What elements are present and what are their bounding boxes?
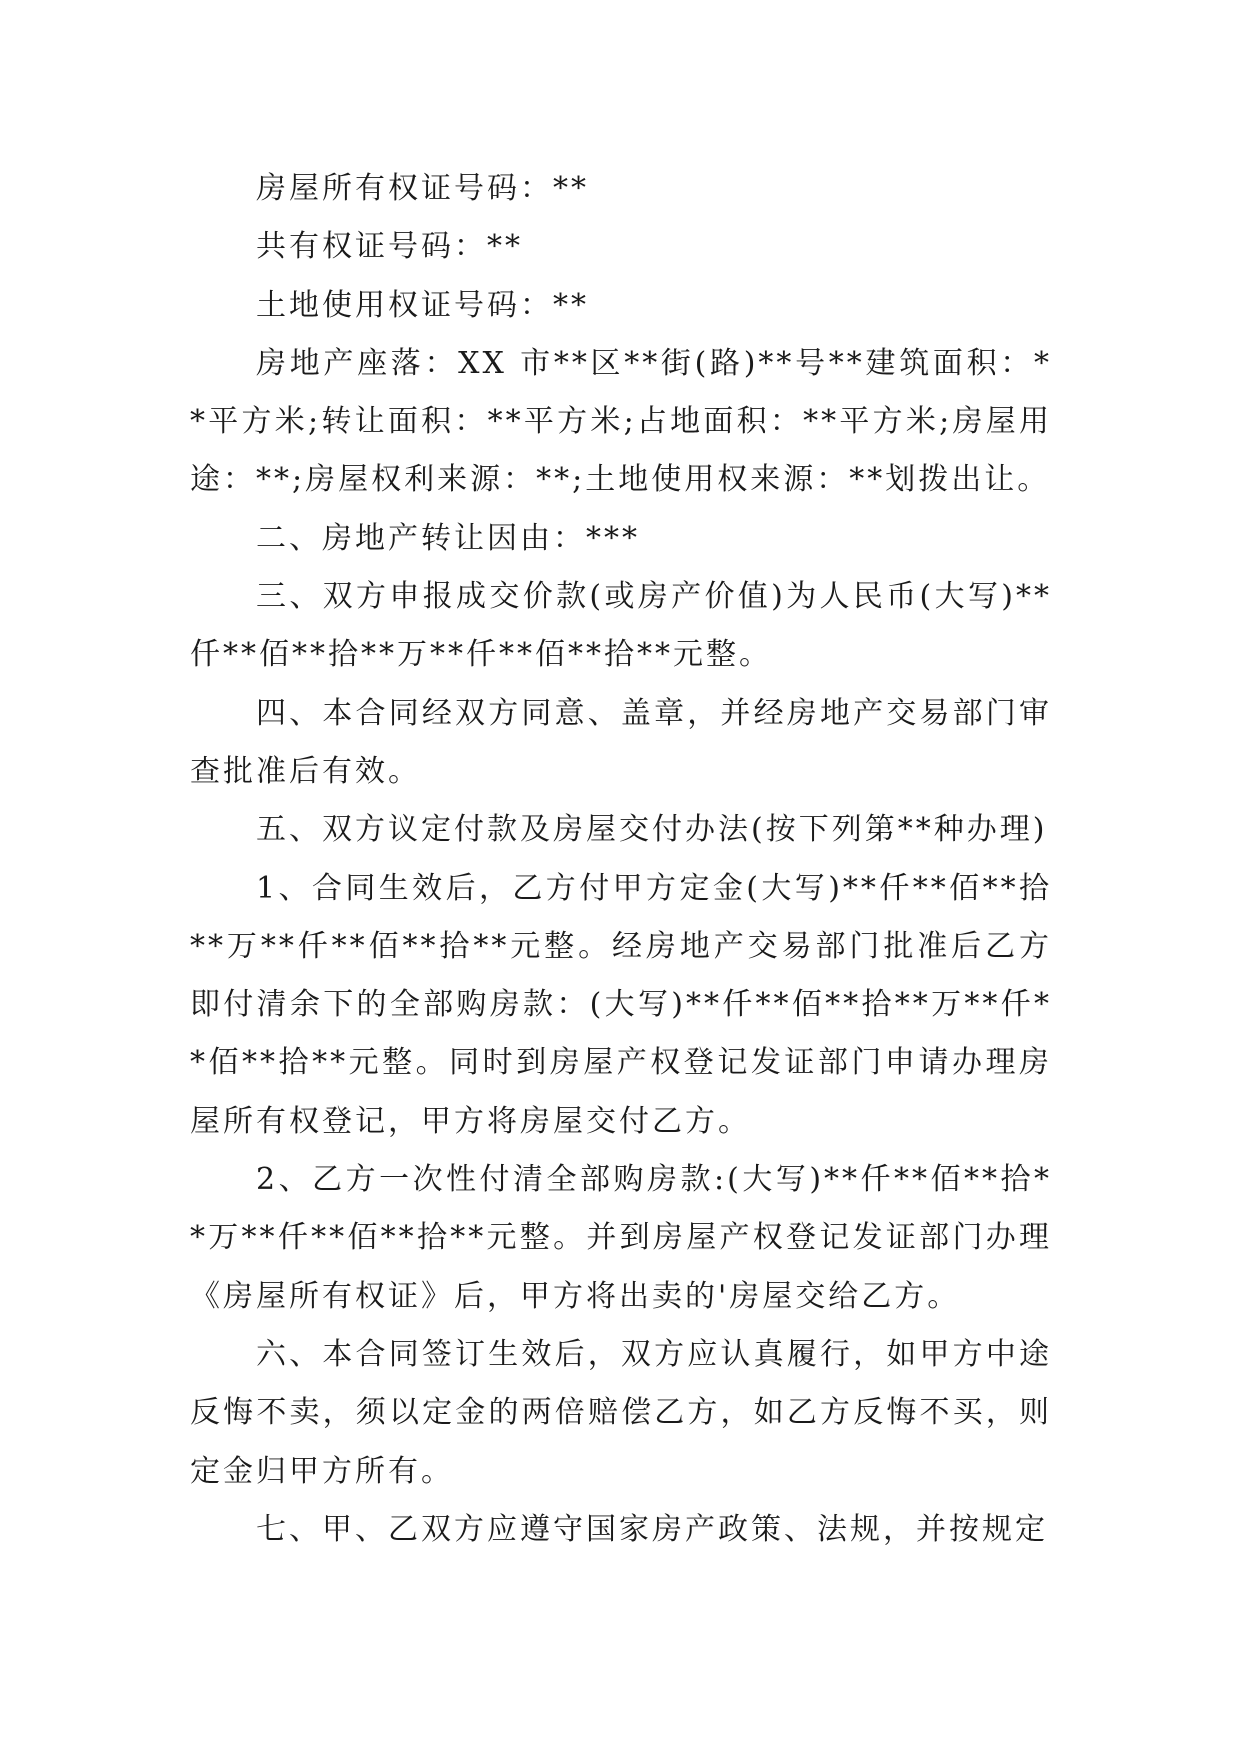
paragraph-land-use-cert: 土地使用权证号码：** (256, 287, 589, 323)
document-body (190, 160, 1052, 1559)
paragraph-ownership-cert: 房屋所有权证号码：** (256, 171, 589, 206)
paragraph-payment-option-2: 2、乙方一次性付清全部购房款:(大写)**仟**佰**拾**万**仟**佰**拾**元整。并到房屋产权登记发证部门办理《房屋所有权证》后，甲方将出卖的'房屋交给乙方。 (190, 1162, 1052, 1314)
paragraph-payment-method: 五、双方议定付款及房屋交付办法(按下列第**种办理) (256, 812, 1048, 848)
paragraph-property-location: 房地产座落：XX 市**区**街(路)**号**建筑面积：**平方米;转让面积：**平方米;占地面积：**平方米;房屋用途：**;房屋权利来源：**;土地使用权来源：**划拨出让。 (190, 345, 1052, 498)
paragraph-co-ownership-cert: 共有权证号码：** (256, 229, 523, 265)
paragraph-compliance: 七、甲、乙双方应遵守国家房产政策、法规，并按规定 (256, 1511, 1048, 1547)
paragraph-declared-price: 三、双方申报成交价款(或房产价值)为人民币(大写)**仟**佰**拾**万**仟**佰**拾**元整。 (190, 579, 1052, 673)
paragraph-breach-terms: 六、本合同签订生效后，双方应认真履行，如甲方中途反悔不卖，须以定金的两倍赔偿乙方，如乙方反悔不买，则定金归甲方所有。 (190, 1336, 1052, 1489)
paragraph-transfer-reason: 二、房地产转让因由：*** (256, 520, 640, 556)
paragraph-payment-option-1: 1、合同生效后，乙方付甲方定金(大写)**仟**佰**拾**万**仟**佰**拾**元整。经房地产交易部门批准后乙方即付清余下的全部购房款：(大写)**仟**佰**拾**万**仟**佰**拾**元整。同时到房屋产权登记发证部门申请办理房屋所有权登记，甲方将房屋交付乙方。 (190, 870, 1052, 1139)
paragraph-contract-validity: 四、本合同经双方同意、盖章，并经房地产交易部门审查批准后有效。 (190, 695, 1052, 789)
